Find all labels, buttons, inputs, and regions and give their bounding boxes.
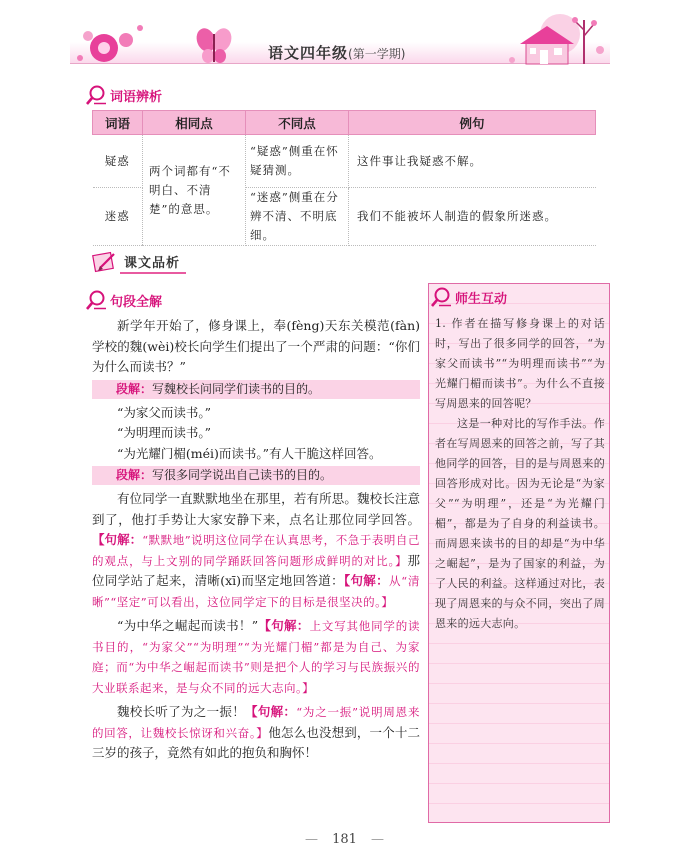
book-title: 语文四年级 bbox=[268, 44, 349, 62]
sentence-note bbox=[92, 532, 420, 568]
house-decoration-right bbox=[509, 14, 604, 64]
note-label: 【句解： bbox=[343, 573, 389, 588]
vocab-section-heading bbox=[86, 84, 162, 106]
page-number-dash-left: — bbox=[304, 832, 318, 847]
book-subtitle: (第一学期) bbox=[348, 47, 406, 61]
note-text: 从“清晰”“坚定”可以看出，这位同学定下的目标是很坚决的。】 bbox=[92, 574, 420, 609]
side-box-heading bbox=[431, 286, 507, 308]
column-header: 词语 bbox=[93, 111, 143, 135]
quote-line: “为光耀门楣(méi)而读书。”有人干脆这样回答。 bbox=[117, 445, 382, 461]
column-header: 不同点 bbox=[246, 111, 349, 135]
magnifier-icon bbox=[86, 84, 108, 106]
note-label: 【句解： bbox=[258, 618, 310, 633]
butterfly-icon bbox=[193, 26, 234, 63]
paragraph-text: “为中华之崛起而读书！” bbox=[117, 618, 259, 633]
analysis-badge-label: 课文品析 bbox=[120, 252, 186, 274]
paragraph bbox=[92, 489, 420, 612]
vocab-example: 这件事让我疑惑不解。 bbox=[349, 135, 596, 188]
flower-decoration-left bbox=[77, 25, 143, 62]
paragraph-text: 魏校长听了为之一振！ bbox=[117, 704, 246, 719]
vocab-similarity: 两个词都有“不明白、不清楚”的意思。 bbox=[143, 135, 246, 246]
magnifier-icon bbox=[431, 286, 453, 308]
analysis-text: 写魏校长问同学们读书的目的。 bbox=[152, 381, 321, 396]
sentence-analysis-heading bbox=[86, 289, 162, 311]
note-text: “为之一振”说明周恩来的回答，让魏校长惊讶和兴奋。】 bbox=[92, 705, 420, 740]
paragraph: 新学年开始了，修身课上，奉(fèng)天东关模范(fàn)学校的魏(wèi)校长向学生们提出了一个严肃的问题：“你们为什么而读书？” bbox=[92, 318, 420, 374]
analysis-label: 段解： bbox=[116, 381, 153, 396]
quote-line: “为家父而读书。” bbox=[117, 404, 212, 420]
paragraph-text: 那位同学站了起来，清晰(xī)而坚定地回答道： bbox=[92, 552, 420, 588]
teacher-student-interaction-box bbox=[428, 283, 610, 823]
header-decoration bbox=[0, 0, 689, 78]
analysis-text: 写很多同学说出自己读书的目的。 bbox=[152, 468, 333, 482]
side-box-content bbox=[435, 314, 605, 634]
vocab-example: 我们不能被坏人制造的假象所迷惑。 bbox=[349, 188, 596, 246]
vocab-table bbox=[92, 110, 596, 246]
magnifier-icon bbox=[86, 289, 108, 311]
page-header bbox=[0, 0, 689, 78]
main-text-column bbox=[92, 316, 420, 764]
sentence-analysis-label: 句段全解 bbox=[110, 294, 163, 310]
table-row bbox=[93, 135, 596, 188]
page-number-dash-right: — bbox=[371, 832, 385, 847]
paragraph bbox=[92, 702, 420, 764]
vocab-difference: “疑惑”侧重在怀疑猜测。 bbox=[246, 135, 349, 188]
page-number-value: 181 bbox=[332, 832, 357, 847]
vocab-word: 疑惑 bbox=[93, 135, 143, 188]
paragraph bbox=[92, 616, 420, 698]
paragraph-text: 有位同学一直默默地坐在那里，若有所思。魏校长注意到了，他打手势让大家安静下来，点名让那位同学回答。 bbox=[92, 491, 420, 527]
note-text: “默默地”说明这位同学在认真思考，不急于表明自己的观点，与上文别的同学踊跃回答问题形成鲜明的对比。】 bbox=[92, 533, 420, 568]
vocab-heading-label: 词语辨析 bbox=[110, 89, 163, 105]
column-header: 相同点 bbox=[143, 111, 246, 135]
interaction-answer: 这是一种对比的写作手法。作者在写周恩来的回答之前，写了其他同学的回答，目的是与周恩来的回答形成对比。因为无论是“为家父”“为明理”，还是“为光耀门楣”，都是为了自身的利益读书。而周恩来读书的目的却是“为中华之崛起”，是为了国家的利益，为了人民的利益。这样通过对比，表现了周恩来的与众不同，突出了周恩来的远大志向。 bbox=[435, 417, 605, 630]
side-box-label: 师生互动 bbox=[455, 291, 508, 307]
header-title bbox=[268, 42, 405, 63]
vocab-table-header bbox=[93, 111, 596, 135]
note-label: 【句解： bbox=[245, 704, 297, 719]
analysis-label: 段解： bbox=[116, 468, 153, 482]
vocab-difference: “迷惑”侧重在分辨不清、不明底细。 bbox=[246, 188, 349, 246]
column-header: 例句 bbox=[349, 111, 596, 135]
paragraph-analysis bbox=[92, 466, 420, 485]
vocab-word: 迷惑 bbox=[93, 188, 143, 246]
paragraph-text: 他怎么也没想到，一个十二三岁的孩子，竟然有如此的抱负和胸怀！ bbox=[92, 724, 420, 760]
text-analysis-badge bbox=[92, 250, 186, 274]
interaction-question: 1. 作者在描写修身课上的对话时，写出了很多同学的回答，“为家父而读书”“为明理而读书”“为光耀门楣而读书”。为什么不直接写周恩来的回答呢？ bbox=[435, 317, 605, 410]
page-number bbox=[0, 832, 689, 847]
quote-line: “为明理而读书。” bbox=[117, 425, 212, 440]
pencil-note-icon bbox=[92, 250, 118, 274]
note-text: 上文写其他同学的读书目的，“为家父”“为明理”“为光耀门楣”都是为自己、为家庭；而“为中华之崛起而读书”则是把个人的学习与民族振兴的大业联系起来，是与众不同的远大志向。】 bbox=[92, 619, 421, 695]
note-label: 【句解： bbox=[92, 532, 143, 547]
paragraph-analysis bbox=[92, 380, 420, 399]
